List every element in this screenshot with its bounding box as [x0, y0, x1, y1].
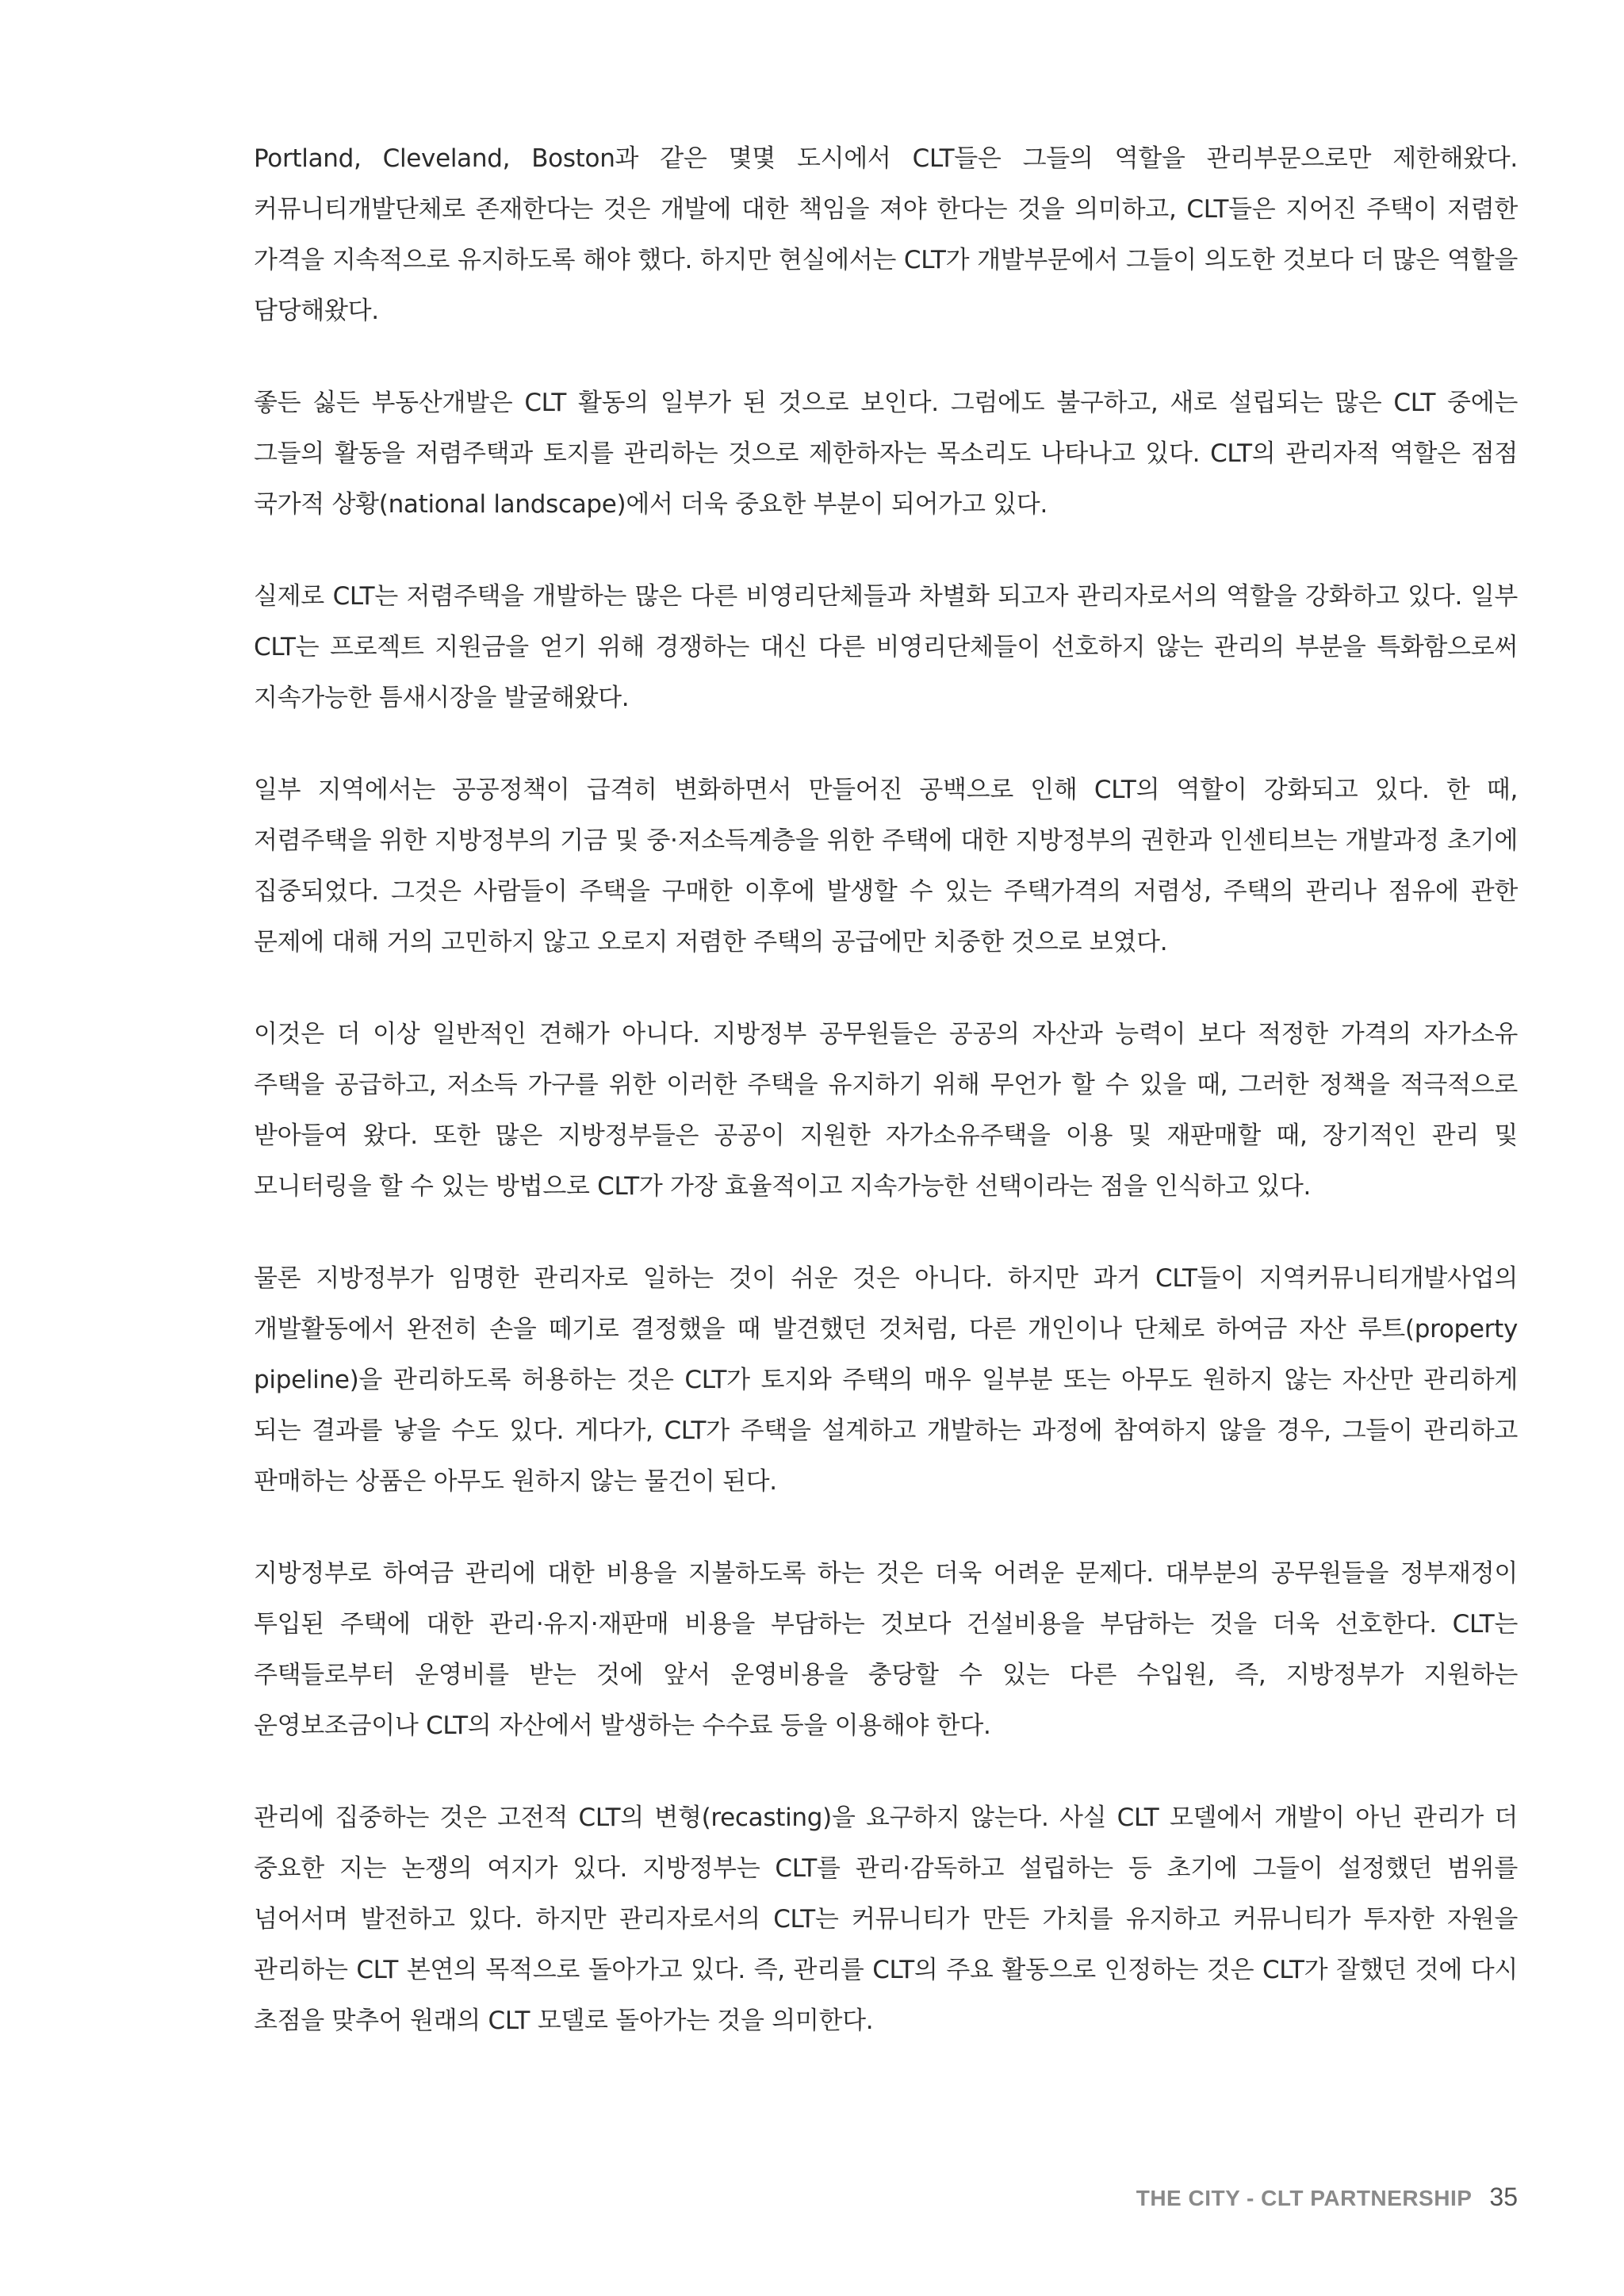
paragraph-1: Portland, Cleveland, Boston과 같은 몇몇 도시에서 CLT들은 그들의 역할을 관리부문으로만 제한해왔다. 커뮤니티개발단체로 존재한다는 것은 개발에 대한 책임을 져야 한다는 것을 의미하고, CLT들은 지어진 주택이 저렴한 가격을 지속적으로 유지하도록 해야 했다. 하지만 현실에서는 CLT가 개발부문에서 그들이 의도한 것보다 더 많은 역할을 담당해왔다.: [254, 144, 1518, 325]
paragraph-3: 실제로 CLT는 저렴주택을 개발하는 많은 다른 비영리단체들과 차별화 되고자 관리자로서의 역할을 강화하고 있다. 일부 CLT는 프로젝트 지원금을 얻기 위해 경쟁하는 대신 다른 비영리단체들이 선호하지 않는 관리의 부분을 특화함으로써 지속가능한 틈새시장을 발굴해왔다.: [254, 582, 1518, 712]
paragraph-7: 지방정부로 하여금 관리에 대한 비용을 지불하도록 하는 것은 더욱 어려운 문제다. 대부분의 공무원들을 정부재정이 투입된 주택에 대한 관리·유지·재판매 비용을 부담하는 것보다 건설비용을 부담하는 것을 더욱 선호한다. CLT는 주택들로부터 운영비를 받는 것에 앞서 운영비용을 충당할 수 있는 다른 수입원, 즉, 지방정부가 지원하는 운영보조금이나 CLT의 자산에서 발생하는 수수료 등을 이용해야 한다.: [254, 1559, 1518, 1740]
paragraph-6: 물론 지방정부가 임명한 관리자로 일하는 것이 쉬운 것은 아니다. 하지만 과거 CLT들이 지역커뮤니티개발사업의 개발활동에서 완전히 손을 떼기로 결정했을 때 발견했던 것처럼, 다른 개인이나 단체로 하여금 자산 루트(property pipeline)을 관리하도록 허용하는 것은 CLT가 토지와 주택의 매우 일부분 또는 아무도 원하지 않는 자산만 관리하게 되는 결과를 낳을 수도 있다. 게다가, CLT가 주택을 설계하고 개발하는 과정에 참여하지 않을 경우, 그들이 관리하고 판매하는 상품은 아무도 원하지 않는 물건이 된다.: [254, 1264, 1518, 1496]
page-footer: [1136, 2183, 1518, 2212]
footer-title: THE CITY - CLT PARTNERSHIP: [1136, 2186, 1473, 2210]
document-body: [254, 133, 1518, 2087]
page-number: 35: [1489, 2183, 1518, 2211]
paragraph-8: 관리에 집중하는 것은 고전적 CLT의 변형(recasting)을 요구하지 않는다. 사실 CLT 모델에서 개발이 아닌 관리가 더 중요한 지는 논쟁의 여지가 있다. 지방정부는 CLT를 관리·감독하고 설립하는 등 초기에 그들이 설정했던 범위를 넘어서며 발전하고 있다. 하지만 관리자로서의 CLT는 커뮤니티가 만든 가치를 유지하고 커뮤니티가 투자한 자원을 관리하는 CLT 본연의 목적으로 돌아가고 있다. 즉, 관리를 CLT의 주요 활동으로 인정하는 것은 CLT가 잘했던 것에 다시 초점을 맞추어 원래의 CLT 모델로 돌아가는 것을 의미한다.: [254, 1803, 1518, 2035]
paragraph-2: 좋든 싫든 부동산개발은 CLT 활동의 일부가 된 것으로 보인다. 그럼에도 불구하고, 새로 설립되는 많은 CLT 중에는 그들의 활동을 저렴주택과 토지를 관리하는 것으로 제한하자는 목소리도 나타나고 있다. CLT의 관리자적 역할은 점점 국가적 상황(national landscape)에서 더욱 중요한 부분이 되어가고 있다.: [254, 389, 1518, 519]
paragraph-4: 일부 지역에서는 공공정책이 급격히 변화하면서 만들어진 공백으로 인해 CLT의 역할이 강화되고 있다. 한 때, 저렴주택을 위한 지방정부의 기금 및 중·저소득계층을 위한 주택에 대한 지방정부의 권한과 인센티브는 개발과정 초기에 집중되었다. 그것은 사람들이 주택을 구매한 이후에 발생할 수 있는 주택가격의 저렴성, 주택의 관리나 점유에 관한 문제에 대해 거의 고민하지 않고 오로지 저렴한 주택의 공급에만 치중한 것으로 보였다.: [254, 776, 1519, 956]
paragraph-5: 이것은 더 이상 일반적인 견해가 아니다. 지방정부 공무원들은 공공의 자산과 능력이 보다 적정한 가격의 자가소유 주택을 공급하고, 저소득 가구를 위한 이러한 주택을 유지하기 위해 무언가 할 수 있을 때, 그러한 정책을 적극적으로 받아들여 왔다. 또한 많은 지방정부들은 공공이 지원한 자가소유주택을 이용 및 재판매할 때, 장기적인 관리 및 모니터링을 할 수 있는 방법으로 CLT가 가장 효율적이고 지속가능한 선택이라는 점을 인식하고 있다.: [254, 1020, 1518, 1201]
